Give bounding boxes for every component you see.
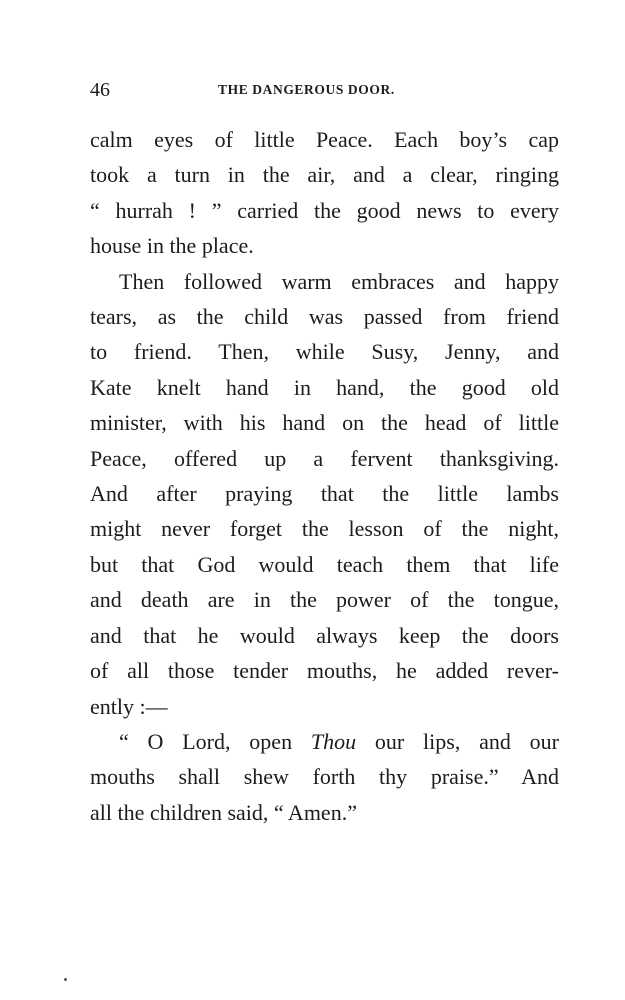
- text-line: and death are in the power of the tongue,: [90, 587, 559, 613]
- text-line: ently :—: [90, 693, 168, 719]
- text-line: took a turn in the air, and a clear, ringing: [90, 162, 559, 188]
- running-head: [90, 76, 560, 104]
- text-line: And after praying that the little lambs: [90, 481, 559, 507]
- running-title: THE DANGEROUS DOOR.: [218, 82, 395, 97]
- paper-speck: [64, 978, 67, 981]
- text-run: our lips, and our: [356, 728, 560, 754]
- text-line: tears, as the child was passed from friend: [90, 304, 559, 330]
- text-line: to friend. Then, while Susy, Jenny, and: [90, 339, 559, 365]
- text-line: Then followed warm embraces and happy: [119, 268, 559, 294]
- text-run: “ O Lord, open: [119, 728, 311, 754]
- text-line: [90, 724, 559, 759]
- text-line: of all those tender mouths, he added rever-: [90, 658, 559, 684]
- italic-word: Thou: [310, 728, 357, 754]
- text-line: “ hurrah ! ” carried the good news to every: [90, 197, 559, 223]
- text-line: all the children said, “ Amen.”: [90, 799, 357, 825]
- text-line: Peace, offered up a fervent thanksgiving.: [90, 445, 559, 471]
- text-line: minister, with his hand on the head of little: [90, 410, 559, 436]
- text-line: Kate knelt hand in hand, the good old: [90, 374, 559, 400]
- text-line: house in the place.: [90, 233, 254, 259]
- text-line: might never forget the lesson of the night,: [90, 516, 559, 542]
- body-text: [90, 122, 559, 830]
- paragraph-2: [90, 264, 559, 724]
- text-line: calm eyes of little Peace. Each boy’s cap: [90, 127, 559, 152]
- paragraph-1: [90, 122, 559, 264]
- text-line: but that God would teach them that life: [90, 551, 559, 577]
- page-number: 46: [90, 79, 110, 101]
- text-line: and that he would always keep the doors: [90, 622, 559, 648]
- paragraph-3: [90, 724, 559, 830]
- text-line: mouths shall shew forth thy praise.” And: [90, 764, 559, 790]
